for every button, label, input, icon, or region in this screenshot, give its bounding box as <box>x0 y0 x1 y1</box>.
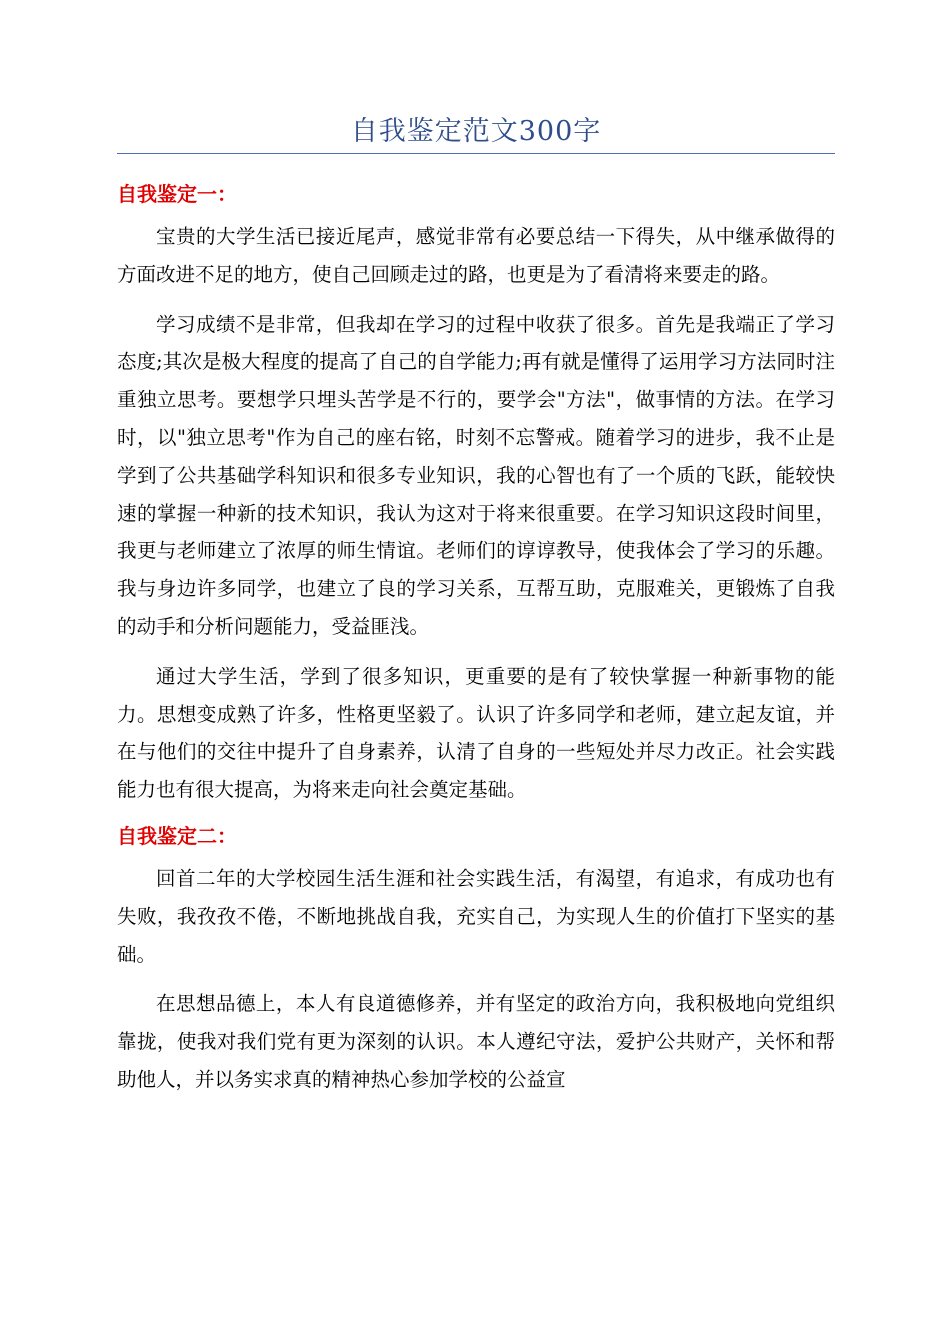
paragraph: 回首二年的大学校园生活生涯和社会实践生活，有渴望，有追求，有成功也有失败，我孜孜不倦，不断地挑战自我，充实自己，为实现人生的价值打下坚实的基础。 <box>117 866 835 966</box>
paragraph: 通过大学生活，学到了很多知识，更重要的是有了较快掌握一种新事物的能力。思想变成熟了许多，性格更坚毅了。认识了许多同学和老师，建立起友谊，并在与他们的交往中提升了自身素养，认清了自身的一些短处并尽力改正。社会实践能力也有很大提高，为将来走向社会奠定基础。 <box>117 664 835 802</box>
document-title: 自我鉴定范文300字 <box>350 116 602 147</box>
section-heading-1: 自我鉴定一： <box>117 182 237 206</box>
title-underline <box>117 153 835 154</box>
document-page <box>117 112 835 1099</box>
paragraph: 宝贵的大学生活已接近尾声，感觉非常有必要总结一下得失，从中继承做得的方面改进不足的地方，使自己回顾走过的路，也更是为了看清将来要走的路。 <box>117 225 835 286</box>
paragraph: 在思想品德上，本人有良道德修养，并有坚定的政治方向，我积极地向党组织靠拢，使我对我们党有更为深刻的认识。本人遵纪守法，爱护公共财产，关怀和帮助他人，并以务实求真的精神热心参加学校的公益宣 <box>117 992 835 1091</box>
section-heading-2: 自我鉴定二： <box>117 823 237 848</box>
paragraph: 学习成绩不是非常，但我却在学习的过程中收获了很多。首先是我端正了学习态度;其次是极大程度的提高了自己的自学能力;再有就是懂得了运用学习方法同时注重独立思考。要想学只埋头苦学是不行的，要学会"方法"，做事情的方法。在学习时，以"独立思考"作为自己的座右铭，时刻不忘警戒。随着学习的进步，我不止是学到了公共基础学科知识和很多专业知识，我的心智也有了一个质的飞跃，能较快速的掌握一种新的技术知识，我认为这对于将来很重要。在学习知识这段时间里，我更与老师建立了浓厚的师生情谊。老师们的谆谆教导，使我体会了学习的乐趣。我与身边许多同学，也建立了良的学习关系，互帮互助，克服难关，更锻炼了自我的动手和分析问题能力，受益匪浅。 <box>117 312 835 638</box>
